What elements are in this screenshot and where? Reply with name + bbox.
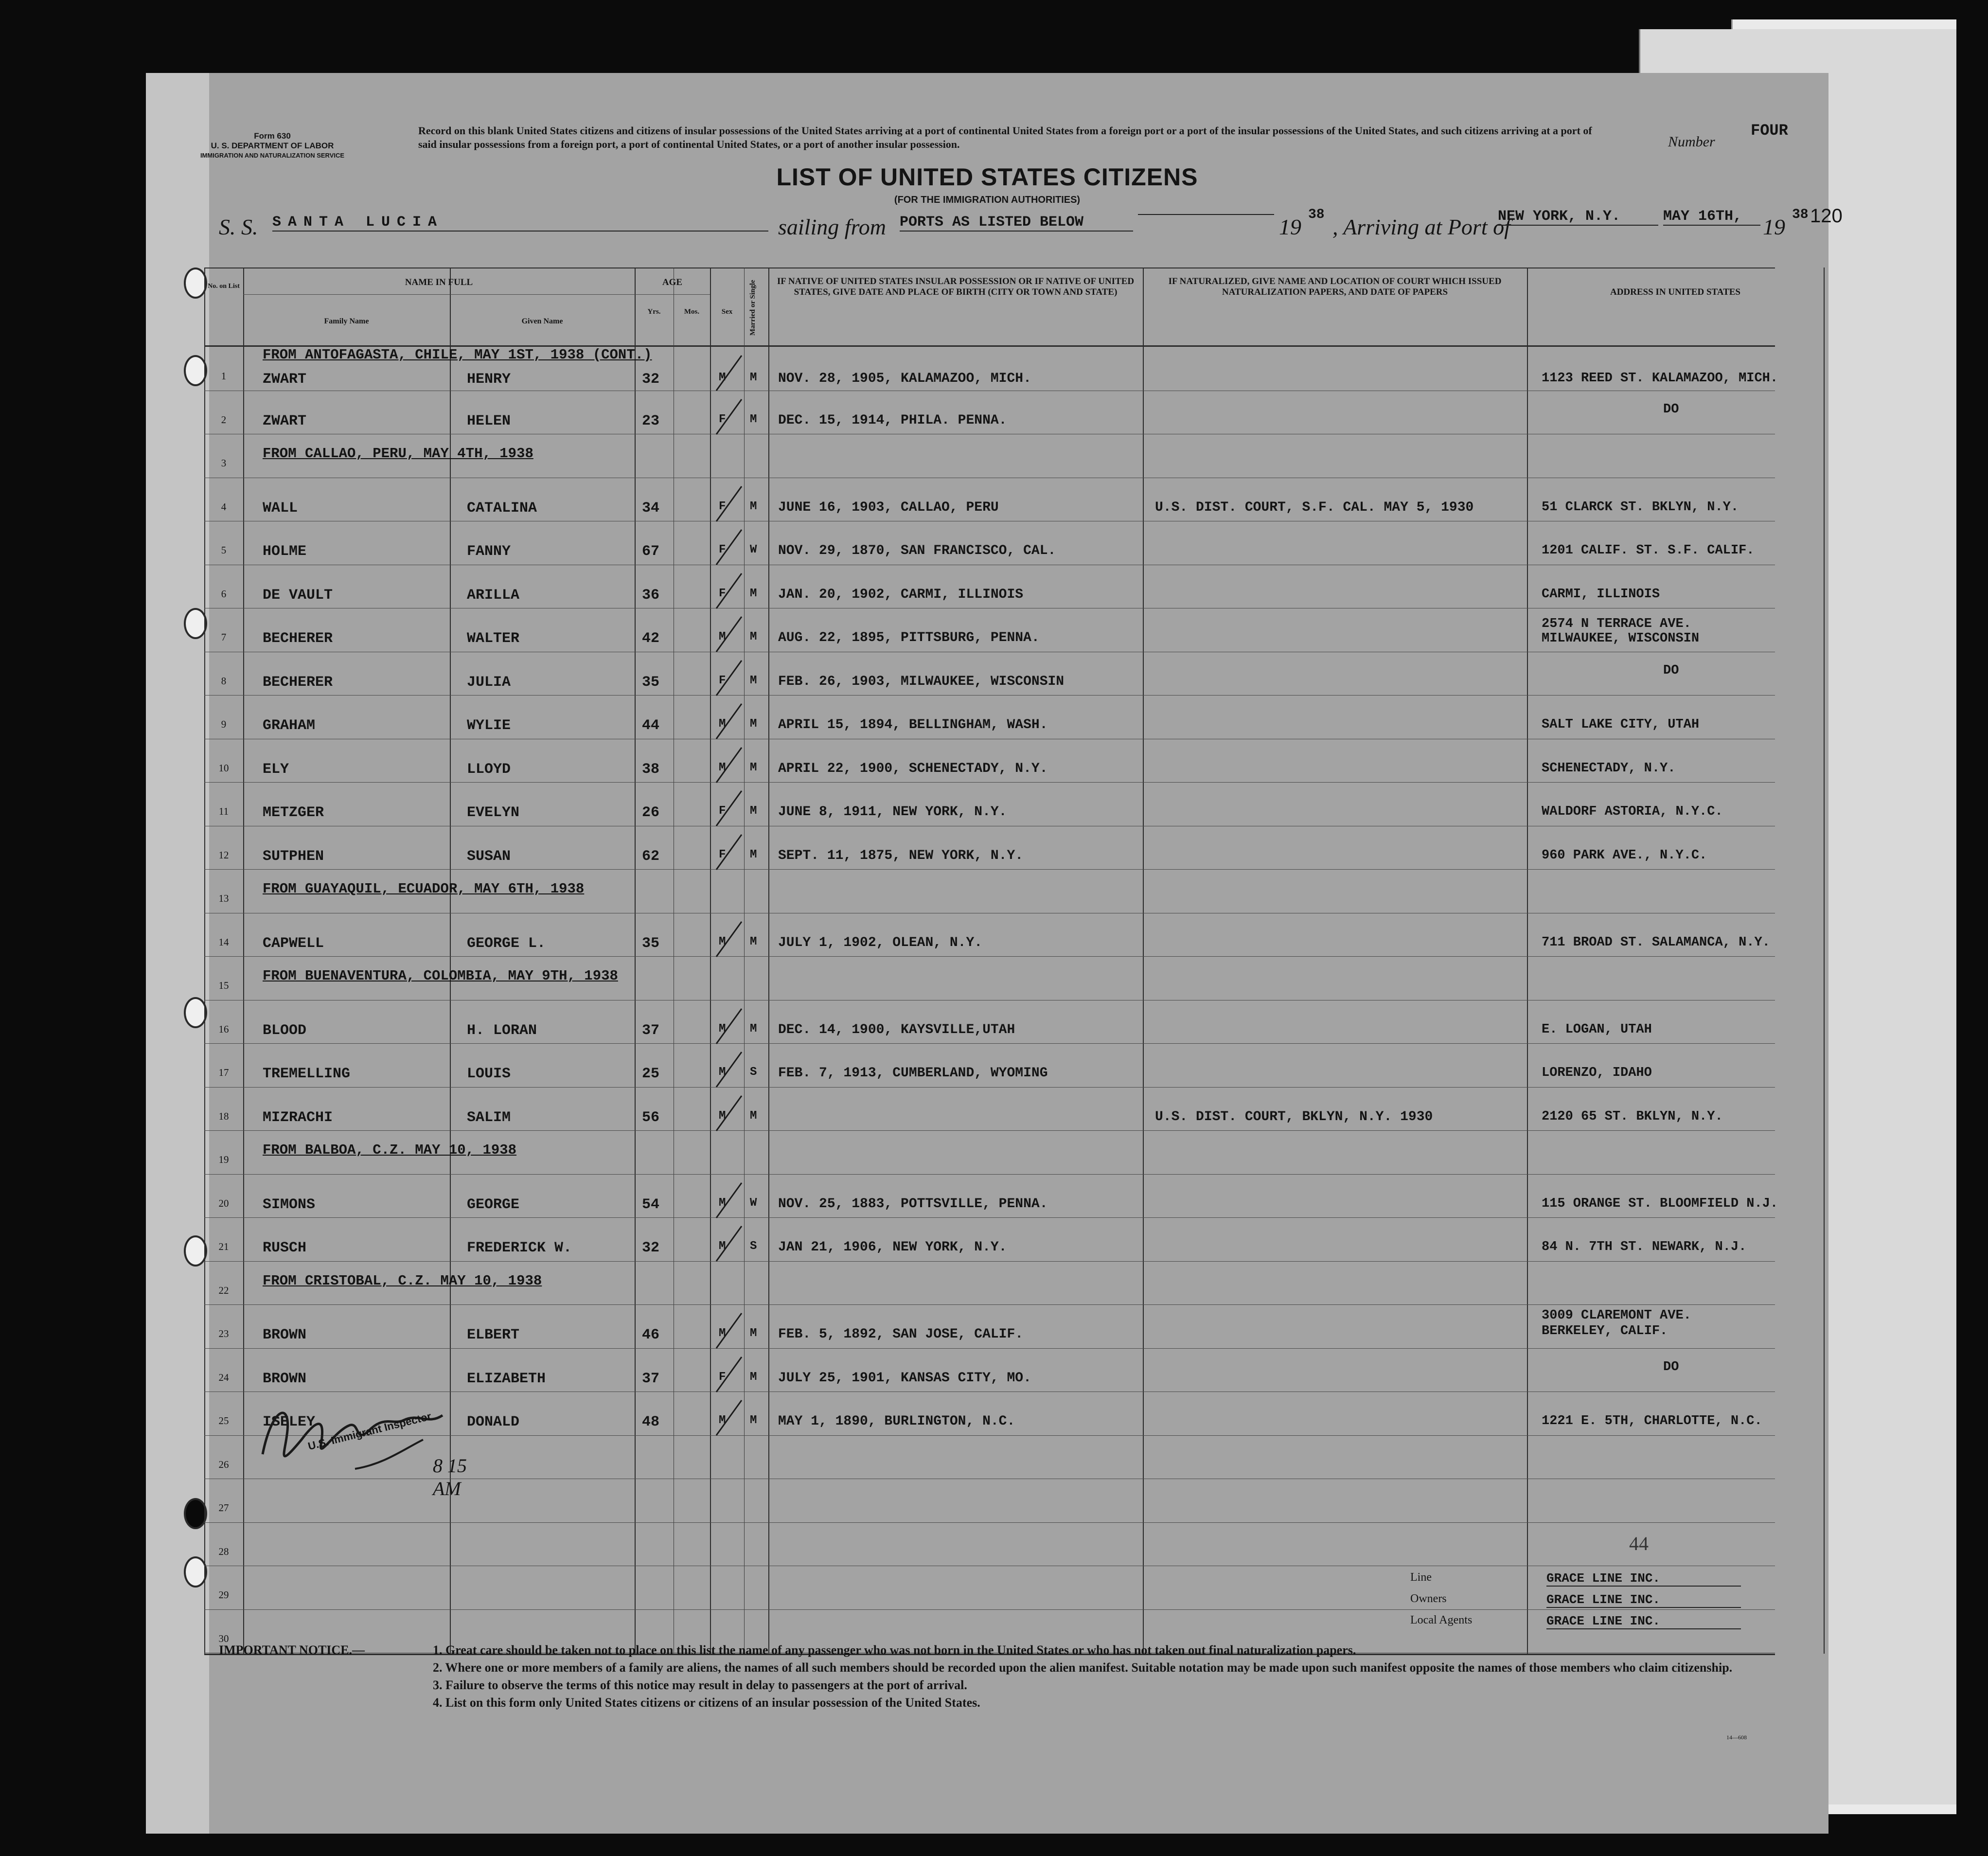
birth-info: DEC. 15, 1914, PHILA. PENNA. xyxy=(778,412,1007,428)
check-mark-icon xyxy=(712,1048,746,1092)
marital-status: M xyxy=(750,717,757,731)
section-heading: FROM CALLAO, PERU, MAY 4TH, 1938 xyxy=(263,446,533,462)
check-mark-icon xyxy=(712,1092,746,1136)
birth-info: JUNE 16, 1903, CALLAO, PERU xyxy=(778,500,999,515)
row-number: 3 xyxy=(221,457,227,469)
table-row xyxy=(204,1261,1775,1305)
family-name: CAPWELL xyxy=(263,935,324,952)
notice-heading: IMPORTANT NOTICE.— xyxy=(219,1643,365,1657)
row-number: 12 xyxy=(218,849,229,861)
address: 51 CLARCK ST. BKLYN, N.Y. xyxy=(1542,500,1739,515)
section-heading: FROM GUAYAQUIL, ECUADOR, MAY 6TH, 1938 xyxy=(263,881,585,897)
address: 960 PARK AVE., N.Y.C. xyxy=(1542,848,1707,863)
header-yrs: Yrs. xyxy=(647,308,661,316)
address: 2574 N TERRACE AVE. xyxy=(1542,617,1691,631)
year-prefix: 19 xyxy=(1279,214,1301,239)
family-name: ZWART xyxy=(263,412,307,429)
row-number: 11 xyxy=(218,805,229,817)
given-name: HENRY xyxy=(467,371,511,388)
table-row xyxy=(204,1348,1775,1392)
row-number: 16 xyxy=(218,1023,229,1035)
age-years: 32 xyxy=(642,1240,660,1256)
row-number: 13 xyxy=(218,892,229,904)
family-name: SIMONS xyxy=(263,1196,316,1213)
row-number: 2 xyxy=(221,413,227,426)
header-family: Family Name xyxy=(324,317,369,325)
punch-hole xyxy=(184,355,207,386)
row-number: 26 xyxy=(218,1458,229,1470)
birth-info: JULY 1, 1902, OLEAN, N.Y. xyxy=(778,935,983,950)
sex-value: M xyxy=(719,1240,726,1253)
row-number: 18 xyxy=(218,1110,229,1122)
row-number: 27 xyxy=(218,1502,229,1514)
naturalization-info: U.S. DIST. COURT, S.F. CAL. MAY 5, 1930 xyxy=(1155,500,1474,515)
age-years: 54 xyxy=(642,1196,660,1213)
marital-status: S xyxy=(750,1066,757,1079)
given-name: GEORGE L. xyxy=(467,935,546,952)
check-mark-icon xyxy=(712,613,746,657)
sex-value: F xyxy=(719,1370,726,1384)
check-mark-icon xyxy=(712,395,746,439)
address: CARMI, ILLINOIS xyxy=(1542,587,1660,602)
age-years: 32 xyxy=(642,371,660,388)
header-address: ADDRESS IN UNITED STATES xyxy=(1610,287,1740,297)
section-heading: FROM BALBOA, C.Z. MAY 10, 1938 xyxy=(263,1142,517,1158)
header-name: NAME IN FULL xyxy=(405,277,473,287)
age-years: 62 xyxy=(642,848,660,865)
check-mark-icon xyxy=(712,1222,746,1266)
age-years: 46 xyxy=(642,1327,660,1343)
marital-status: W xyxy=(750,543,757,556)
sex-value: M xyxy=(719,630,726,643)
table-row xyxy=(204,695,1775,739)
row-number: 17 xyxy=(218,1067,229,1078)
table-row xyxy=(204,1087,1775,1131)
birth-info: FEB. 5, 1892, SAN JOSE, CALIF. xyxy=(778,1327,1024,1342)
check-mark-icon xyxy=(712,482,746,526)
marital-status: M xyxy=(750,848,757,861)
check-mark-icon xyxy=(712,918,746,962)
header-mos: Mos. xyxy=(684,308,700,316)
family-name: SUTPHEN xyxy=(263,848,324,865)
age-years: 48 xyxy=(642,1414,660,1430)
family-name: ZWART xyxy=(263,371,307,388)
notice-item: 3. Failure to observe the terms of this notice may result in delay to passengers at the port of arrival. xyxy=(433,1678,967,1692)
number-label: Number xyxy=(1668,134,1715,150)
important-notice xyxy=(219,1642,1799,1712)
given-name: SALIM xyxy=(467,1109,511,1126)
inspection-time: 8 15 AM xyxy=(433,1455,467,1499)
family-name: HOLME xyxy=(263,543,307,560)
address: 2120 65 ST. BKLYN, N.Y. xyxy=(1542,1109,1723,1124)
birth-info: DEC. 14, 1900, KAYSVILLE,UTAH xyxy=(778,1022,1015,1037)
address: WALDORF ASTORIA, N.Y.C. xyxy=(1542,804,1723,819)
table-row xyxy=(204,391,1775,434)
table-row xyxy=(204,826,1775,870)
voyage-line xyxy=(219,205,1843,243)
check-mark-icon xyxy=(712,1179,746,1223)
family-name: DE VAULT xyxy=(263,587,333,604)
check-mark-icon xyxy=(712,526,746,570)
header-age: AGE xyxy=(662,277,683,287)
marital-status: M xyxy=(750,674,757,687)
age-years: 35 xyxy=(642,935,660,952)
table-row xyxy=(204,521,1775,565)
address: E. LOGAN, UTAH xyxy=(1542,1022,1652,1037)
header-sex: Sex xyxy=(721,308,733,316)
punch-hole xyxy=(184,268,207,299)
table-row xyxy=(204,1000,1775,1044)
sex-value: F xyxy=(719,543,726,556)
table-row xyxy=(204,1522,1775,1566)
check-mark-icon xyxy=(712,831,746,874)
given-name: SUSAN xyxy=(467,848,511,865)
header-naturalized: IF NATURALIZED, GIVE NAME AND LOCATION OF COURT WHICH ISSUED NATURALIZATION PAPERS, AND DATE OF PAPERS xyxy=(1168,276,1502,297)
given-name: FANNY xyxy=(467,543,511,560)
agents-label: Local Agents xyxy=(1410,1614,1473,1626)
marital-status: M xyxy=(750,935,757,948)
line-value: GRACE LINE INC. xyxy=(1546,1571,1741,1587)
marital-status: M xyxy=(750,587,757,600)
arriving-label: , Arriving at Port of xyxy=(1332,214,1510,239)
form-code-bottom: 14—608 xyxy=(1726,1734,1747,1741)
birth-info: NOV. 29, 1870, SAN FRANCISCO, CAL. xyxy=(778,543,1056,558)
marital-status: M xyxy=(750,412,757,426)
marital-status: M xyxy=(750,630,757,643)
row-number: 5 xyxy=(221,544,227,556)
section-heading: FROM BUENAVENTURA, COLOMBIA, MAY 9TH, 1938 xyxy=(263,968,618,984)
row-number: 4 xyxy=(221,500,227,513)
address-line-2: MILWAUKEE, WISCONSIN xyxy=(1542,631,1700,646)
punch-hole xyxy=(184,1498,207,1529)
family-name: ISELEY xyxy=(263,1414,316,1430)
given-name: ELIZABETH xyxy=(467,1370,546,1387)
sex-value: M xyxy=(719,1066,726,1079)
header-married: Married or Single xyxy=(749,280,757,336)
table-row xyxy=(204,869,1775,913)
sex-value: F xyxy=(719,587,726,600)
birth-info: SEPT. 11, 1875, NEW YORK, N.Y. xyxy=(778,848,1024,863)
marital-status: M xyxy=(750,1022,757,1035)
birth-info: NOV. 25, 1883, POTTSVILLE, PENNA. xyxy=(778,1196,1048,1212)
age-years: 23 xyxy=(642,412,660,429)
inspector-title: U.S. Immigrant Inspector xyxy=(306,1410,433,1453)
sex-value: M xyxy=(719,935,726,948)
address-line-2: BERKELEY, CALIF. xyxy=(1542,1324,1668,1338)
address: 711 BROAD ST. SALAMANCA, N.Y. xyxy=(1542,935,1770,950)
sex-value: M xyxy=(719,761,726,774)
row-number: 7 xyxy=(221,631,227,643)
sailing-date-blank xyxy=(1138,214,1274,215)
birth-info: AUG. 22, 1895, PITTSBURG, PENNA. xyxy=(778,630,1040,645)
row-number: 8 xyxy=(221,675,227,687)
check-mark-icon xyxy=(712,1309,746,1353)
section-heading: FROM ANTOFAGASTA, CHILE, MAY 1ST, 1938 (CONT.) xyxy=(263,347,652,363)
marital-status: M xyxy=(750,804,757,818)
given-name: EVELYN xyxy=(467,804,520,821)
marital-status: M xyxy=(750,1327,757,1340)
family-name: BECHERER xyxy=(263,630,333,647)
address: DO xyxy=(1663,402,1679,417)
age-years: 38 xyxy=(642,761,660,778)
check-mark-icon xyxy=(712,1396,746,1440)
check-mark-icon xyxy=(712,700,746,744)
address: DO xyxy=(1663,663,1679,678)
row-number: 20 xyxy=(218,1197,229,1209)
age-years: 44 xyxy=(642,717,660,734)
given-name: HELEN xyxy=(467,412,511,429)
address: DO xyxy=(1663,1359,1679,1374)
line-info xyxy=(1410,1571,1751,1635)
family-name: MIZRACHI xyxy=(263,1109,333,1126)
check-mark-icon xyxy=(712,352,746,395)
arrival-date: MAY 16TH, xyxy=(1663,208,1760,226)
given-name: GEORGE xyxy=(467,1196,520,1213)
address: 1123 REED ST. KALAMAZOO, MICH. xyxy=(1542,371,1778,386)
sheet-number: 120 xyxy=(1810,205,1843,227)
row-number: 1 xyxy=(221,370,227,382)
row-number: 10 xyxy=(218,762,229,774)
row-number: 30 xyxy=(218,1632,229,1644)
table-row xyxy=(204,956,1775,1000)
given-name: WYLIE xyxy=(467,717,511,734)
marital-status: M xyxy=(750,1370,757,1384)
address: 1201 CALIF. ST. S.F. CALIF. xyxy=(1542,543,1755,558)
check-mark-icon xyxy=(712,787,746,831)
age-years: 34 xyxy=(642,500,660,517)
family-name: METZGER xyxy=(263,804,324,821)
check-mark-icon xyxy=(712,657,746,700)
arrival-port: NEW YORK, N.Y. xyxy=(1498,208,1658,226)
header-birth: IF NATIVE OF UNITED STATES INSULAR POSSESSION OR IF NATIVE OF UNITED STATES, GIVE DATE AND PLACE OF BIRTH (CITY OR TOWN AND STATE) xyxy=(777,276,1135,297)
document-title: LIST OF UNITED STATES CITIZENS xyxy=(776,163,1198,191)
agents-value: GRACE LINE INC. xyxy=(1546,1614,1741,1629)
family-name: TREMELLING xyxy=(263,1066,351,1082)
check-mark-icon xyxy=(712,1005,746,1049)
address: 1221 E. 5TH, CHARLOTTE, N.C. xyxy=(1542,1414,1762,1428)
age-years: 35 xyxy=(642,674,660,691)
table-row xyxy=(204,913,1775,957)
table-row xyxy=(204,1130,1775,1174)
notice-item: 4. List on this form only United States citizens or citizens of an insular possession of the United States. xyxy=(433,1695,980,1710)
address: SCHENECTADY, N.Y. xyxy=(1542,761,1676,776)
given-name: H. LORAN xyxy=(467,1022,537,1039)
notice-item: 2. Where one or more members of a family are aliens, the names of all such members should be recorded upon the alien manifest. Suitable notation may be made upon such manifest opposite the names of those members who claim citizenship. xyxy=(433,1660,1733,1675)
birth-info: JAN 21, 1906, NEW YORK, N.Y. xyxy=(778,1240,1007,1255)
table-row xyxy=(204,739,1775,783)
family-name: BROWN xyxy=(263,1327,307,1343)
sex-value: M xyxy=(719,717,726,731)
age-years: 42 xyxy=(642,630,660,647)
ship-name: SANTA LUCIA xyxy=(272,214,768,232)
family-name: ELY xyxy=(263,761,289,778)
sailing-label: sailing from xyxy=(778,214,886,239)
sex-value: M xyxy=(719,1022,726,1035)
row-number: 15 xyxy=(218,980,229,991)
inspector-signature xyxy=(258,1396,477,1499)
birth-info: JAN. 20, 1902, CARMI, ILLINOIS xyxy=(778,587,1024,602)
given-name: DONALD xyxy=(467,1414,520,1430)
given-name: JULIA xyxy=(467,674,511,691)
sex-value: F xyxy=(719,500,726,513)
check-mark-icon xyxy=(712,744,746,787)
given-name: CATALINA xyxy=(467,500,537,517)
arrival-year: 38 xyxy=(1792,207,1809,222)
table-row xyxy=(204,565,1775,608)
table-row xyxy=(204,347,1778,391)
marital-status: M xyxy=(750,761,757,774)
family-name: BROWN xyxy=(263,1370,307,1387)
row-number: 6 xyxy=(221,588,227,600)
birth-info: FEB. 7, 1913, CUMBERLAND, WYOMING xyxy=(778,1066,1048,1081)
manifest-sheet xyxy=(146,73,1843,1834)
table-row xyxy=(204,652,1775,696)
punch-hole xyxy=(184,1235,207,1267)
marital-status: S xyxy=(750,1240,757,1253)
table-row xyxy=(204,608,1775,652)
row-number: 29 xyxy=(218,1589,229,1601)
year-prefix-arrival: 19 xyxy=(1763,214,1785,239)
family-name: WALL xyxy=(263,500,298,517)
sex-value: M xyxy=(719,1196,726,1210)
age-years: 37 xyxy=(642,1022,660,1039)
row-number: 21 xyxy=(218,1241,229,1252)
naturalization-info: U.S. DIST. COURT, BKLYN, N.Y. 1930 xyxy=(1155,1109,1433,1124)
address: 115 ORANGE ST. BLOOMFIELD N.J. xyxy=(1542,1196,1778,1211)
sex-value: F xyxy=(719,804,726,818)
form-id: Form 630 U. S. DEPARTMENT OF LABOR IMMIGRATION AND NATURALIZATION SERVICE xyxy=(200,131,345,159)
given-name: ELBERT xyxy=(467,1327,520,1343)
age-years: 25 xyxy=(642,1066,660,1082)
number-value: FOUR xyxy=(1751,122,1788,140)
header-no: No. on List xyxy=(208,283,240,290)
marital-status: M xyxy=(750,1109,757,1123)
address: LORENZO, IDAHO xyxy=(1542,1066,1652,1080)
check-mark-icon xyxy=(712,1353,746,1397)
marital-status: W xyxy=(750,1196,757,1210)
birth-info: NOV. 28, 1905, KALAMAZOO, MICH. xyxy=(778,371,1031,386)
given-name: FREDERICK W. xyxy=(467,1240,572,1256)
row-number: 9 xyxy=(221,718,227,730)
birth-info: JULY 25, 1901, KANSAS CITY, MO. xyxy=(778,1370,1031,1386)
age-years: 26 xyxy=(642,804,660,821)
family-name: BLOOD xyxy=(263,1022,307,1039)
age-years: 67 xyxy=(642,543,660,560)
birth-info: JUNE 8, 1911, NEW YORK, N.Y. xyxy=(778,804,1007,820)
ss-label: S. S. xyxy=(219,214,258,239)
page-stamp: 44 xyxy=(1629,1533,1649,1554)
given-name: ARILLA xyxy=(467,587,520,604)
birth-info: FEB. 26, 1903, MILWAUKEE, WISCONSIN xyxy=(778,674,1065,689)
sex-value: F xyxy=(719,674,726,687)
given-name: WALTER xyxy=(467,630,520,647)
sailing-year: 38 xyxy=(1308,207,1325,222)
sailing-from: PORTS AS LISTED BELOW xyxy=(900,214,1133,232)
marital-status: M xyxy=(750,500,757,513)
address: 3009 CLAREMONT AVE. xyxy=(1542,1308,1691,1323)
punch-hole xyxy=(184,997,207,1028)
row-number: 28 xyxy=(218,1545,229,1557)
table-row xyxy=(204,1043,1775,1087)
check-mark-icon xyxy=(712,570,746,613)
table-row xyxy=(204,1174,1778,1218)
birth-info: APRIL 15, 1894, BELLINGHAM, WASH. xyxy=(778,717,1048,732)
sex-value: F xyxy=(719,412,726,426)
address: 84 N. 7TH ST. NEWARK, N.J. xyxy=(1542,1240,1747,1254)
marital-status: M xyxy=(750,1414,757,1427)
given-name: LOUIS xyxy=(467,1066,511,1082)
row-number: 14 xyxy=(218,936,229,948)
document-subtitle: (FOR THE IMMIGRATION AUTHORITIES) xyxy=(894,195,1081,205)
birth-info: MAY 1, 1890, BURLINGTON, N.C. xyxy=(778,1414,1015,1429)
family-name: RUSCH xyxy=(263,1240,307,1256)
section-heading: FROM CRISTOBAL, C.Z. MAY 10, 1938 xyxy=(263,1272,542,1289)
header-given: Given Name xyxy=(521,317,563,325)
table-row xyxy=(204,1217,1775,1261)
owners-label: Owners xyxy=(1410,1592,1447,1605)
sex-value: F xyxy=(719,848,726,861)
age-years: 56 xyxy=(642,1109,660,1126)
family-name: BECHERER xyxy=(263,674,333,691)
record-instructions: Record on this blank United States citizens and citizens of insular possessions of the United States arriving at a port of continental United States from a foreign port or a port of the insular possessions of the United States, and such citizens arriving at a port of said insular possessions from a foreign port, a port of continental United States, or a port of another insular possession. xyxy=(418,125,1592,150)
sex-value: M xyxy=(719,371,726,384)
line-label: Line xyxy=(1410,1571,1432,1584)
punch-hole xyxy=(184,1556,207,1588)
sex-value: M xyxy=(719,1414,726,1427)
family-name: GRAHAM xyxy=(263,717,316,734)
birth-info: APRIL 22, 1900, SCHENECTADY, N.Y. xyxy=(778,761,1048,776)
row-number: 24 xyxy=(218,1371,229,1383)
owners-value: GRACE LINE INC. xyxy=(1546,1592,1741,1608)
row-number: 25 xyxy=(218,1415,229,1427)
address: SALT LAKE CITY, UTAH xyxy=(1542,717,1700,732)
notice-item: 1. Great care should be taken not to place on this list the name of any passenger who was not born in the United States or who has not taken out final naturalization papers. xyxy=(433,1643,1356,1657)
sex-value: M xyxy=(719,1109,726,1123)
sex-value: M xyxy=(719,1327,726,1340)
age-years: 37 xyxy=(642,1370,660,1387)
row-number: 23 xyxy=(218,1328,229,1339)
table-row xyxy=(204,434,1775,478)
marital-status: M xyxy=(750,371,757,384)
table-row xyxy=(204,782,1775,826)
punch-hole xyxy=(184,608,207,639)
table-row xyxy=(204,478,1775,521)
row-number: 19 xyxy=(218,1154,229,1165)
table-row xyxy=(204,1304,1775,1348)
row-number: 22 xyxy=(218,1284,229,1296)
age-years: 36 xyxy=(642,587,660,604)
given-name: LLOYD xyxy=(467,761,511,778)
